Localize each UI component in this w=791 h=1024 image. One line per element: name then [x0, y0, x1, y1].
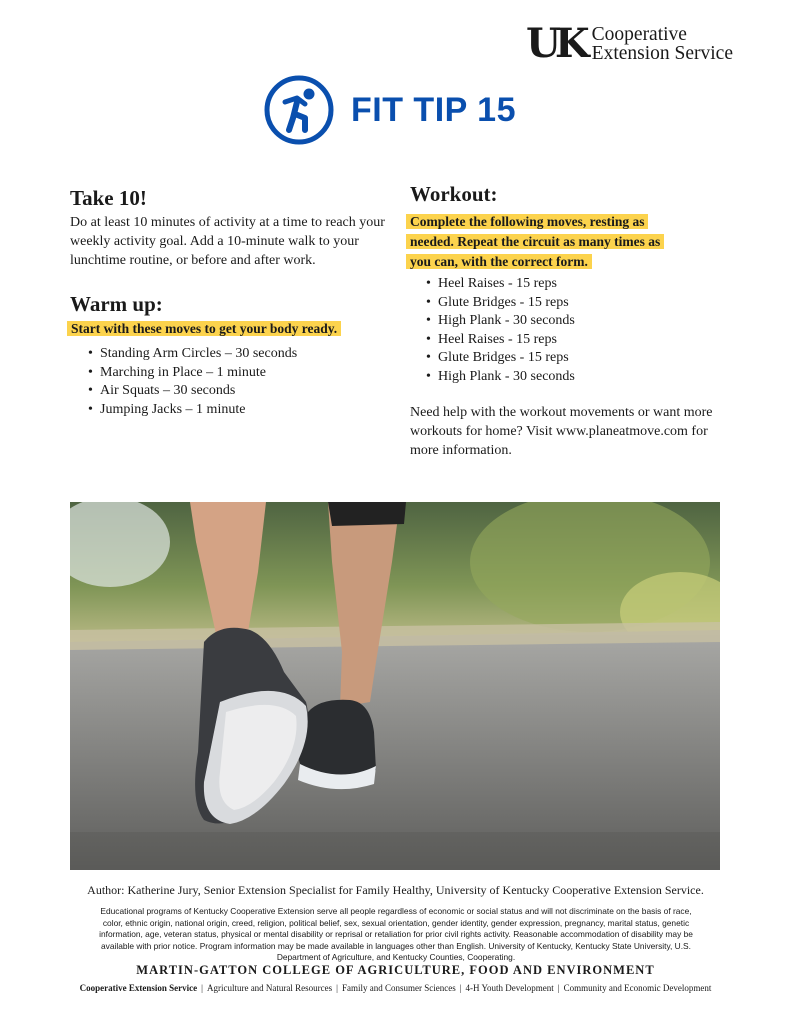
list-item: • High Plank - 30 seconds [426, 312, 706, 331]
workout-list [426, 275, 706, 386]
workout-heading: Workout: [410, 182, 498, 206]
program-item: Cooperative Extension Service [79, 983, 198, 993]
warmup-heading: Warm up: [70, 292, 163, 316]
program-areas: Cooperative Extension Service | Agriculture and Natural Resources | Family and Consumer Sciences | 4-H Youth Development | Community and Economic Development [79, 983, 712, 993]
warmup-list [88, 345, 388, 419]
workout-help-text: Need help with the workout movements or want more workouts for home? Visit www.planeatmove.com for more information. [410, 405, 713, 458]
uk-extension-logo [526, 20, 733, 67]
workout-intro: Complete the following moves, resting as needed. Repeat the circuit as many times as you can, with the correct form. [406, 214, 664, 269]
list-item: • Glute Bridges - 15 reps [426, 294, 706, 313]
program-item: Community and Economic Development [563, 983, 712, 993]
photo-illustration [70, 502, 720, 870]
logo-line-1: Cooperative [591, 24, 687, 45]
warmup-intro-block [67, 319, 397, 339]
program-item: Agriculture and Natural Resources [206, 983, 333, 993]
program-item: 4-H Youth Development [465, 983, 554, 993]
take10-heading: Take 10! [70, 186, 147, 210]
author-credit: Author: Katherine Jury, Senior Extension Specialist for Family Healthy, University of Kentucky Cooperative Extension Service. [87, 883, 704, 897]
college-name: MARTIN-GATTON COLLEGE OF AGRICULTURE, FOOD AND ENVIRONMENT [136, 963, 655, 977]
fit-tip-title: FIT TIP 15 [351, 90, 516, 129]
list-item: • Heel Raises - 15 reps [426, 331, 706, 350]
list-item: • Heel Raises - 15 reps [426, 275, 706, 294]
list-item: • Standing Arm Circles – 30 seconds [88, 345, 388, 364]
list-item: • Jumping Jacks – 1 minute [88, 401, 388, 420]
person-stretching-icon [263, 74, 335, 146]
uk-logo-mark: UK [526, 20, 584, 67]
program-item: Family and Consumer Sciences [341, 983, 456, 993]
uk-logo-text [592, 25, 733, 63]
list-item: • High Plank - 30 seconds [426, 368, 706, 387]
take10-body: Do at least 10 minutes of activity at a time to reach your weekly activity goal. Add a 10-minute walk to your lunchtime routine, or before and after work. [70, 215, 385, 268]
legs-walking-on-road-photo [70, 502, 720, 870]
workout-intro-block [406, 212, 681, 272]
list-item: • Air Squats – 30 seconds [88, 382, 388, 401]
list-item: • Marching in Place – 1 minute [88, 364, 388, 383]
warmup-intro: Start with these moves to get your body ready. [67, 321, 341, 336]
list-item: • Glute Bridges - 15 reps [426, 349, 706, 368]
fit-tip-header [263, 74, 516, 146]
nondiscrimination-statement: Educational programs of Kentucky Cooperative Extension serve all people regardless of economic or social status and will not discriminate on the basis of race, color, ethnic origin, national origin, creed, religion, political belief, sex, sexual orientation, gender identity, gender expression, pregnancy, marital status, genetic information, age, veteran status, physical or mental disability or reprisal or retaliation for prior civil rights activity. Reasonable accommodation of disability may be available with prior notice. Program information may be made available in languages other than English. University of Kentucky, Kentucky State University, U.S. Department of Agriculture, and Kentucky Counties, Cooperating. [99, 906, 693, 962]
logo-line-2: Extension Service [591, 43, 733, 64]
